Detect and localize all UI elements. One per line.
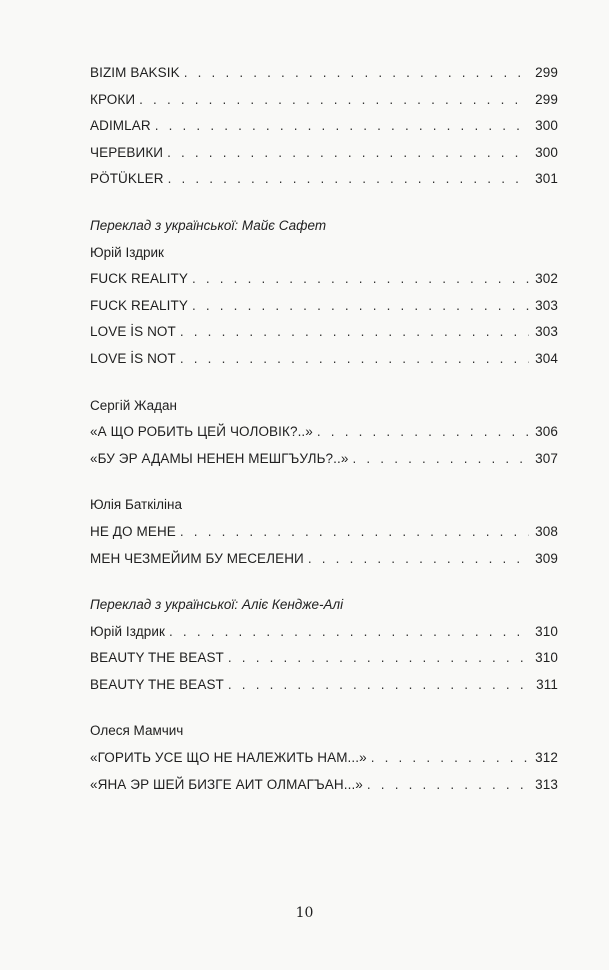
dot-leader — [228, 645, 529, 672]
dot-leader — [169, 619, 529, 646]
dot-leader — [167, 140, 529, 167]
entry-title: Юрій Іздрик — [90, 623, 166, 639]
toc-entry — [90, 346, 558, 373]
dot-leader — [367, 772, 529, 799]
dot-leader — [155, 113, 529, 140]
entry-title: FUCK REALITY — [90, 297, 188, 313]
entry-title: МЕН ЧЕЗМЕЙИМ БУ МЕСЕЛЕНИ — [90, 550, 304, 566]
toc-entry — [90, 113, 558, 140]
section-gap — [90, 472, 558, 492]
entry-title: LOVE İS NOT — [90, 324, 176, 340]
toc-entry — [90, 645, 558, 672]
entry-title: «ЯНА ЭР ШЕЙ БИЗГЕ АИТ ОЛМАГЪАН...» — [90, 776, 363, 792]
section-gap — [90, 193, 558, 213]
entry-title: КРОКИ — [90, 91, 136, 107]
toc-entry — [90, 546, 558, 573]
entry-page-number: 312 — [535, 750, 558, 766]
entry-page-number: 313 — [535, 776, 558, 792]
toc-entry — [90, 772, 558, 799]
dot-leader — [168, 166, 530, 193]
author-name: Юлія Баткіліна — [90, 497, 182, 513]
dot-leader — [228, 672, 530, 699]
page-footer-number: 10 — [295, 905, 314, 921]
dot-leader — [371, 745, 529, 772]
entry-page-number: 302 — [535, 271, 558, 287]
author-name: Сергій Жадан — [90, 397, 177, 413]
toc-entry — [90, 419, 558, 446]
entry-page-number: 299 — [535, 65, 558, 80]
entry-title: «ГОРИТЬ УСЕ ЩО НЕ НАЛЕЖИТЬ НАМ...» — [90, 750, 367, 766]
author-name: Юрій Іздрик — [90, 244, 164, 260]
toc-entry — [90, 140, 558, 167]
translator-heading: Переклад з української: Майє Сафет — [90, 217, 327, 233]
entry-title: НЕ ДО МЕНЕ — [90, 523, 176, 539]
dot-leader — [180, 319, 529, 346]
entry-title: BIZIM BAKSIK — [90, 65, 180, 80]
toc-entry — [90, 266, 558, 293]
entry-title: ADIMLAR — [90, 118, 151, 134]
entry-page-number: 304 — [535, 350, 558, 366]
entry-page-number: 306 — [535, 424, 558, 440]
dot-leader — [139, 87, 529, 114]
entry-title: «А ЩО РОБИТЬ ЦЕЙ ЧОЛОВІК?..» — [90, 424, 313, 440]
section-gap — [90, 572, 558, 592]
translator-heading: Переклад з української: Аліє Кендже-Алі — [90, 597, 344, 613]
dot-leader — [180, 519, 529, 546]
entry-page-number: 307 — [535, 450, 558, 466]
dot-leader — [317, 419, 529, 446]
entry-page-number: 310 — [535, 623, 558, 639]
toc-entry — [90, 519, 558, 546]
entry-title: LOVE İS NOT — [90, 350, 176, 366]
entry-title: BEAUTY THE BEAST — [90, 650, 224, 666]
entry-page-number: 300 — [535, 144, 558, 160]
entry-page-number: 303 — [535, 297, 558, 313]
toc-entry — [90, 672, 558, 699]
toc-entry — [90, 319, 558, 346]
toc-entry — [90, 293, 558, 320]
dot-leader — [184, 60, 529, 87]
dot-leader — [352, 446, 529, 473]
toc-entry — [90, 745, 558, 772]
entry-title: ЧЕРЕВИКИ — [90, 144, 164, 160]
toc-entry — [90, 619, 558, 646]
table-of-contents — [90, 60, 558, 798]
section-gap — [90, 373, 558, 393]
entry-page-number: 303 — [535, 324, 558, 340]
entry-page-number: 309 — [535, 550, 558, 566]
entry-title: BEAUTY THE BEAST — [90, 676, 224, 692]
entry-page-number: 310 — [535, 650, 558, 666]
dot-leader — [308, 546, 529, 573]
entry-page-number: 299 — [535, 91, 558, 107]
toc-entry — [90, 446, 558, 473]
dot-leader — [192, 293, 529, 320]
toc-entry — [90, 87, 558, 114]
entry-page-number: 300 — [535, 118, 558, 134]
dot-leader — [192, 266, 529, 293]
entry-title: «БУ ЭР АДАМЫ НЕНЕН МЕШГЪУЛЬ?..» — [90, 450, 349, 466]
toc-entry — [90, 166, 558, 193]
entry-page-number: 301 — [535, 171, 558, 187]
toc-entry — [90, 60, 558, 87]
entry-page-number: 311 — [536, 676, 558, 692]
section-gap — [90, 698, 558, 718]
dot-leader — [180, 346, 529, 373]
entry-page-number: 308 — [535, 523, 558, 539]
author-name: Олеся Мамчич — [90, 723, 184, 739]
entry-title: FUCK REALITY — [90, 271, 188, 287]
entry-title: PÖTÜKLER — [90, 171, 164, 187]
